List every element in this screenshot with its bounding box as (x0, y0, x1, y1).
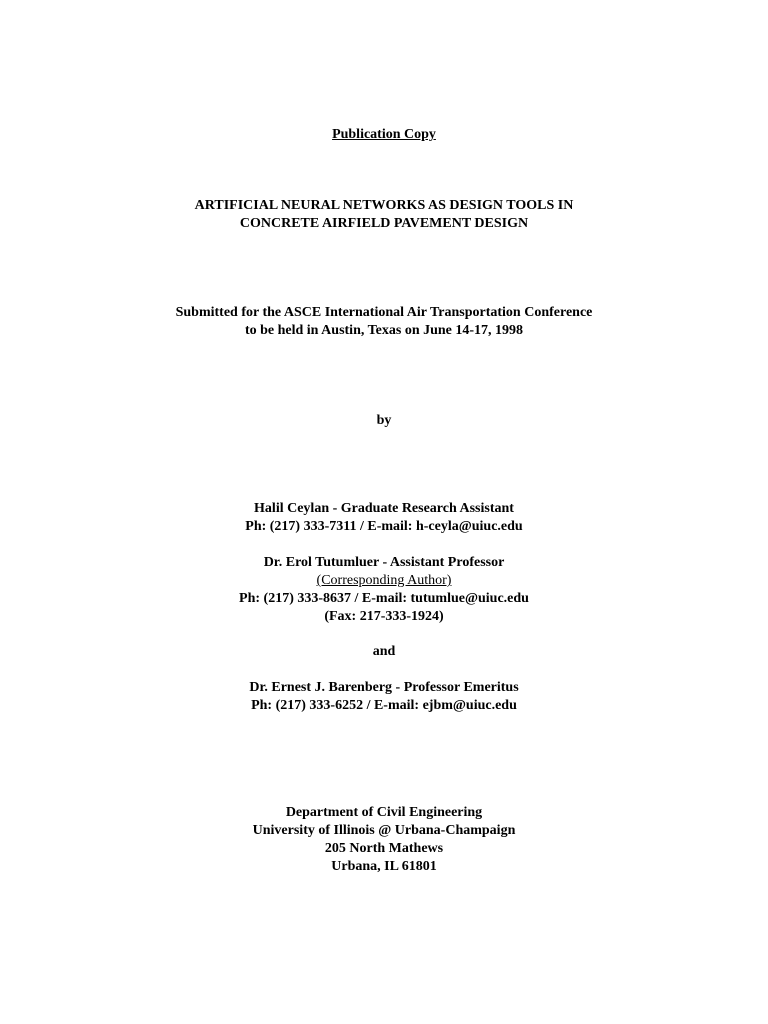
corresponding-author-note: (Corresponding Author) (316, 573, 452, 588)
department-name: Department of Civil Engineering (285, 805, 483, 820)
paper-title-line-1: ARTIFICIAL NEURAL NETWORKS AS DESIGN TOOLS IN (194, 198, 574, 213)
author-3-name-role: Dr. Ernest J. Barenberg - Professor Emeritus (249, 680, 519, 695)
by-label: by (376, 413, 392, 428)
university-name: University of Illinois @ Urbana-Champaign (252, 823, 516, 838)
author-2-contact: Ph: (217) 333-8637 / E-mail: tutumlue@uiuc.edu (239, 591, 529, 606)
author-1-contact: Ph: (217) 333-7311 / E-mail: h-ceyla@uiuc.edu (245, 519, 523, 534)
submission-line-1: Submitted for the ASCE International Air Transportation Conference (175, 305, 593, 320)
paper-title-line-2: CONCRETE AIRFIELD PAVEMENT DESIGN (239, 216, 529, 231)
author-2-fax: (Fax: 217-333-1924) (324, 609, 444, 624)
author-1-name-role: Halil Ceylan - Graduate Research Assistant (254, 501, 514, 516)
author-2-name-role: Dr. Erol Tutumluer - Assistant Professor (263, 555, 505, 570)
street-address: 205 North Mathews (324, 841, 444, 856)
author-3-contact: Ph: (217) 333-6252 / E-mail: ejbm@uiuc.edu (251, 698, 517, 713)
city-address: Urbana, IL 61801 (331, 859, 437, 874)
submission-line-2: to be held in Austin, Texas on June 14-17, 1998 (244, 323, 524, 338)
and-label: and (372, 644, 396, 659)
publication-copy-label: Publication Copy (332, 127, 436, 142)
